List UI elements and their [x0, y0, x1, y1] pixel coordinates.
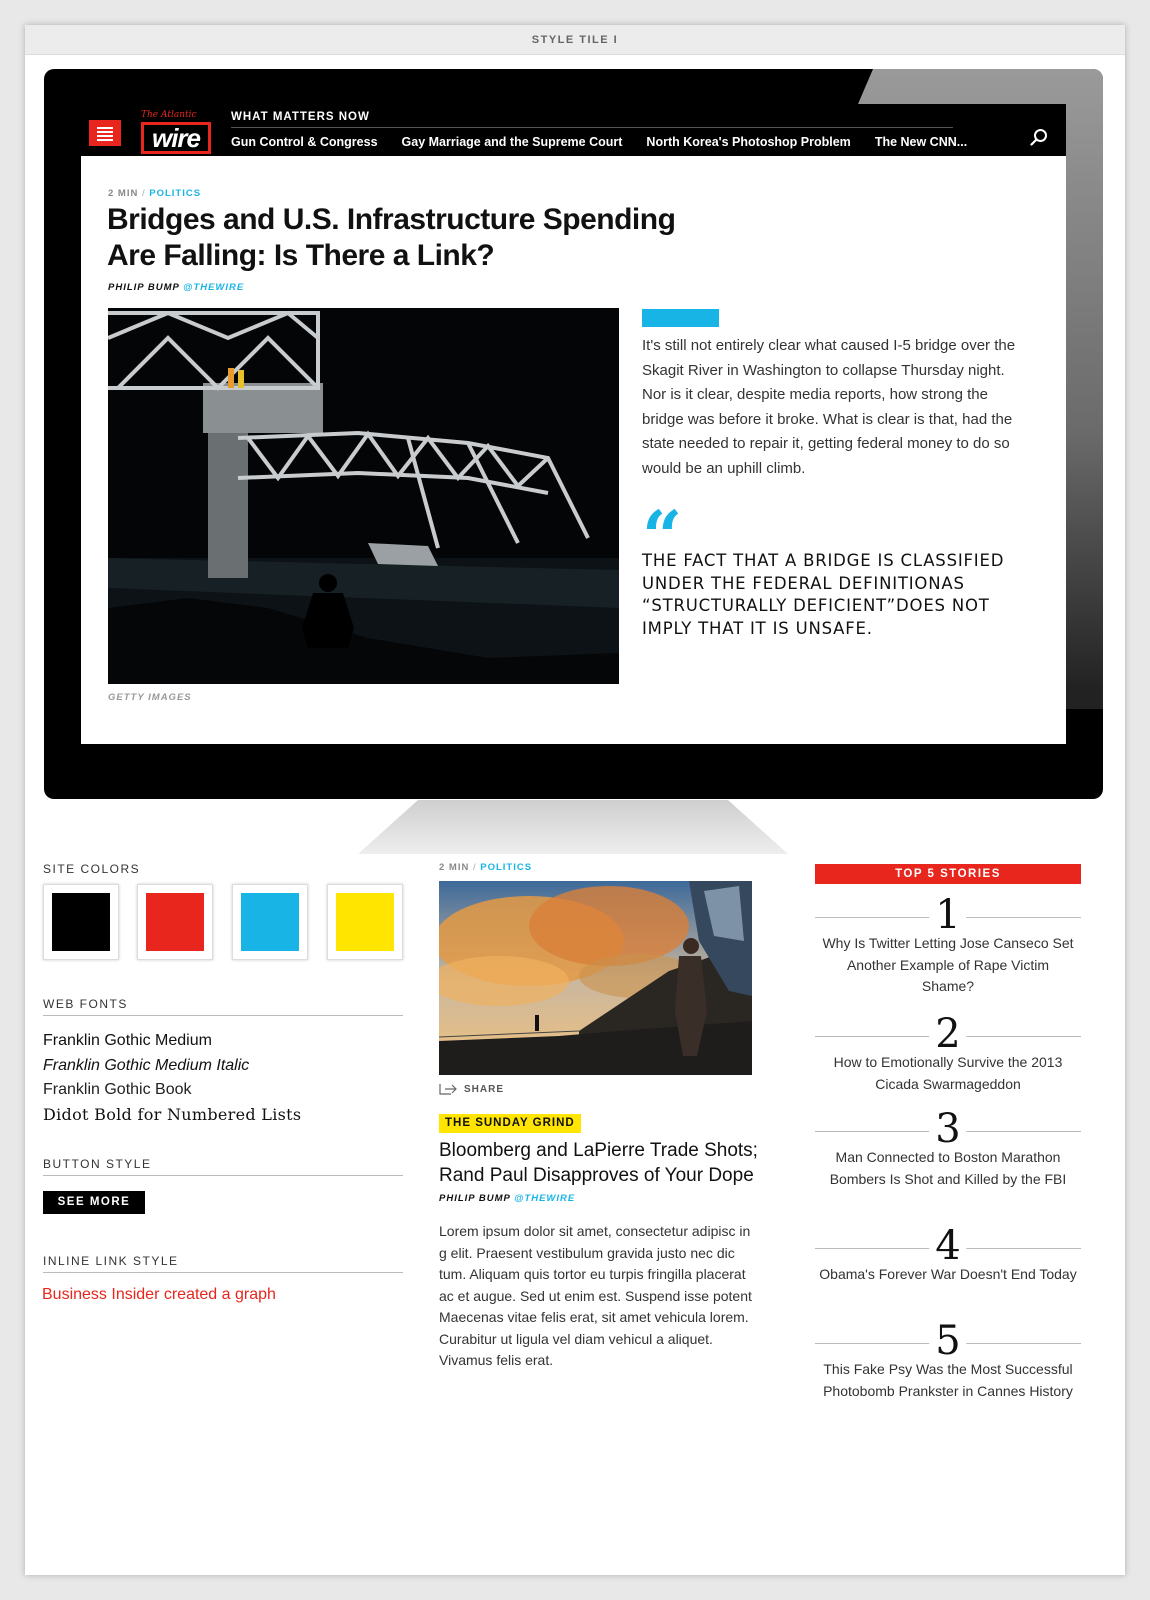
- top-story-title[interactable]: This Fake Psy Was the Most Successful Photobomb Prankster in Cannes History: [823, 1361, 1073, 1399]
- rank-number: 1: [929, 895, 966, 935]
- lede-accent-bar: [642, 309, 719, 327]
- nav-link-gay-marriage[interactable]: Gay Marriage and the Supreme Court: [401, 135, 623, 149]
- top-story-title[interactable]: Why Is Twitter Letting Jose Canseco Set Another Example of Rape Victim Shame?: [822, 935, 1074, 994]
- see-more-button[interactable]: SEE MORE: [43, 1191, 145, 1214]
- logo-atlantic: The Atlantic: [141, 110, 197, 120]
- top-stories-header: TOP 5 STORIES: [815, 864, 1081, 884]
- nav-divider: [231, 127, 953, 128]
- top-story-title[interactable]: How to Emotionally Survive the 2013 Cicada Swarmageddon: [833, 1054, 1063, 1092]
- nav-link-gun-control[interactable]: Gun Control & Congress: [231, 135, 378, 149]
- read-time: 2 MIN: [108, 188, 139, 199]
- web-fonts-label: WEB FONTS: [43, 997, 128, 1011]
- article-byline: [108, 282, 244, 293]
- swatch-fill: [336, 893, 394, 951]
- nav-heading: WHAT MATTERS NOW: [231, 111, 370, 123]
- hamburger-icon: [97, 127, 113, 129]
- article-lede: It's still not entirely clear what caused I-5 bridge over the Skagit River in Washington to collapse Thursday night. Nor is it clear, despite media reports, how strong the bridge was before it broke. What is clear is that, had the state needed to repair it, getting federal money to do so would be an uphill climb.: [642, 337, 1016, 477]
- menu-button[interactable]: [89, 120, 121, 146]
- category-link[interactable]: POLITICS: [149, 188, 202, 199]
- section-divider: [43, 1015, 403, 1016]
- monitor-stand: [358, 800, 788, 860]
- top-story-item[interactable]: [815, 1106, 1081, 1190]
- inline-link-sample[interactable]: Business Insider created a graph: [42, 1286, 276, 1303]
- story-title[interactable]: Bloomberg and LaPierre Trade Shots; Rand Paul Disapproves of Your Dope: [439, 1140, 758, 1186]
- story-image-wildfire[interactable]: [439, 881, 752, 1075]
- article-headline[interactable]: Bridges and U.S. Infrastructure Spending Are Falling: Is There a Link?: [107, 203, 676, 272]
- color-swatch-yellow: [327, 884, 403, 960]
- search-icon[interactable]: [1030, 128, 1048, 146]
- button-style-label: BUTTON STYLE: [43, 1157, 152, 1171]
- web-fonts-list: [43, 1029, 301, 1127]
- nav-link-north-korea[interactable]: North Korea's Photoshop Problem: [646, 135, 851, 149]
- rank-number: 3: [929, 1109, 966, 1149]
- share-button[interactable]: [439, 1083, 504, 1095]
- quote-mark-icon: “: [642, 495, 679, 578]
- story-meta: [439, 862, 532, 873]
- article-meta: [108, 188, 201, 199]
- font-sample-medium: Franklin Gothic Medium: [43, 1032, 212, 1049]
- section-divider: [43, 1175, 403, 1176]
- top-story-item[interactable]: [815, 892, 1081, 998]
- share-label: SHARE: [464, 1083, 505, 1095]
- top-story-title[interactable]: Man Connected to Boston Marathon Bombers Is Shot and Killed by the FBI: [829, 1149, 1067, 1187]
- monitor-screen: [81, 104, 1066, 744]
- story-tag[interactable]: THE SUNDAY GRIND: [439, 1114, 581, 1133]
- share-icon: [439, 1083, 459, 1095]
- image-credit: GETTY IMAGES: [108, 692, 192, 703]
- top-navigation: [81, 104, 1066, 156]
- category-link[interactable]: POLITICS: [480, 862, 533, 873]
- pull-quote: THE FACT THAT A BRIDGE IS CLASSIFIED UNDER THE FEDERAL DEFINITIONAS “STRUCTURALLY DEFICIENT”DOES NOT IMPLY THAT IT IS UNSAFE.: [642, 551, 1005, 638]
- top-story-item[interactable]: [815, 1318, 1081, 1402]
- inline-link-style-label: INLINE LINK STYLE: [43, 1254, 179, 1268]
- font-sample-book: Franklin Gothic Book: [43, 1081, 192, 1098]
- top-story-title[interactable]: Obama's Forever War Doesn't End Today: [819, 1266, 1077, 1282]
- swatch-fill: [241, 893, 299, 951]
- swatch-fill: [146, 893, 204, 951]
- site-colors-label: SITE COLORS: [43, 862, 141, 876]
- font-sample-medium-italic: Franklin Gothic Medium Italic: [43, 1056, 250, 1074]
- rank-number: 4: [929, 1226, 966, 1266]
- rank-number: 5: [929, 1321, 966, 1361]
- read-time: 2 MIN: [439, 862, 470, 873]
- story-byline: [439, 1193, 575, 1204]
- rank-number: 2: [929, 1014, 966, 1054]
- author-name: PHILIP BUMP: [439, 1193, 511, 1204]
- color-swatch-blue: [232, 884, 308, 960]
- meta-separator: /: [141, 188, 146, 199]
- font-sample-didot: Didot Bold for Numbered Lists: [43, 1104, 302, 1124]
- nav-link-new-cnn[interactable]: The New CNN...: [874, 135, 968, 149]
- author-name: PHILIP BUMP: [108, 282, 180, 293]
- color-swatch-red: [137, 884, 213, 960]
- nav-links: [231, 135, 967, 149]
- meta-separator: /: [472, 862, 477, 873]
- site-logo[interactable]: [141, 110, 213, 152]
- sheet-title: STYLE TILE I: [25, 25, 1125, 55]
- section-divider: [43, 1272, 403, 1273]
- hero-image-collapsed-bridge: [108, 308, 619, 684]
- logo-wire: wire: [141, 122, 211, 154]
- top-story-item[interactable]: [815, 1011, 1081, 1095]
- top-story-item[interactable]: [815, 1223, 1081, 1286]
- story-body: Lorem ipsum dolor sit amet, consectetur adipisc in g elit. Praesent vestibulum gravida justo nec dic tum. Aliquam quis tortor eu turpis fringilla placerat ac et augue. Sed ut enim est. Suspend isse potent Maecenas vitae felis erat, sit amet vehicula lorem. Curabitur ut ligula vel diam vehicul a aliquet. Vivamus felis erat.: [439, 1223, 752, 1368]
- monitor-frame: [44, 69, 1103, 799]
- style-tile-sheet: [25, 25, 1125, 1575]
- author-handle[interactable]: @THEWIRE: [514, 1193, 576, 1204]
- swatch-fill: [52, 893, 110, 951]
- author-handle[interactable]: @THEWIRE: [183, 282, 245, 293]
- color-swatch-black: [43, 884, 119, 960]
